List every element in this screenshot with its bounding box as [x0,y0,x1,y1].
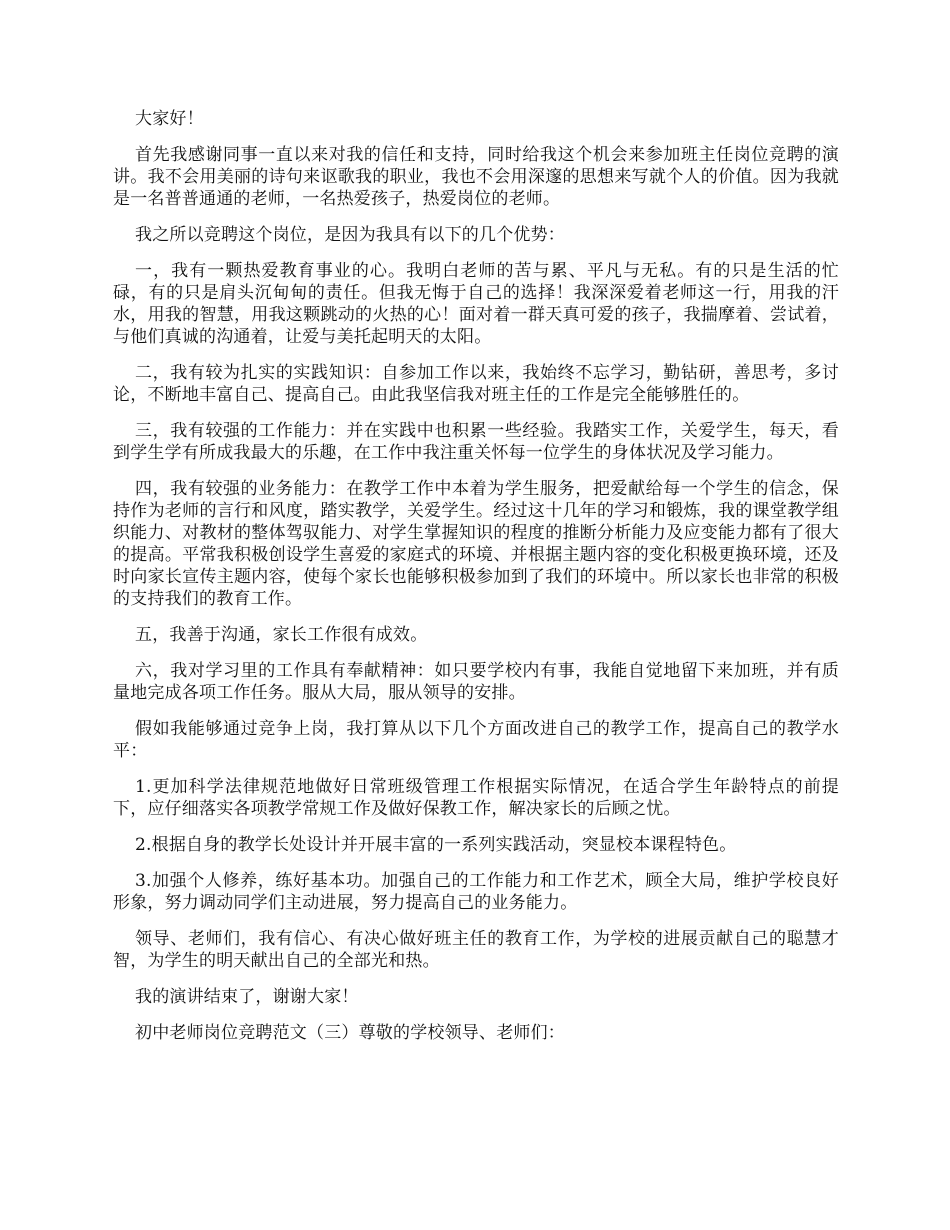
advantage-3-paragraph: 三，我有较强的工作能力：并在实践中也积累一些经验。我踏实工作，关爱学生，每天，看到学生学有所成我最大的乐趣，在工作中我注重关怀每一位学生的身体状况及学习能力。 [113,421,839,463]
advantage-5-paragraph: 五，我善于沟通，家长工作很有成效。 [135,625,428,645]
plan-item-3-paragraph: 3.加强个人修养，练好基本功。加强自己的工作能力和工作艺术，顾全大局，维护学校良好形象，努力调动同学们主动进展，努力提高自己的业务能力。 [113,871,839,913]
next-section-heading: 初中老师岗位竞聘范文（三）尊敬的学校领导、老师们： [135,1023,565,1043]
advantage-1-paragraph: 一，我有一颗热爱教育事业的心。我明白老师的苦与累、平凡与无私。有的只是生活的忙碌，有的只是肩头沉甸甸的责任。但我无悔于自己的选择！我深深爱着老师这一行，用我的汗水，用我的智慧，用我这颗跳动的火热的心！面对着一群天真可爱的孩子，我揣摩着、尝试着，与他们真诚的沟通着，让爱与美托起明天的太阳。 [113,261,839,347]
plan-item-1-paragraph: 1.更加科学法律规范地做好日常班级管理工作根据实际情况，在适合学生年龄特点的前提下，应仔细落实各项教学常规工作及做好保教工作，解决家长的后顾之忧。 [113,777,839,819]
greeting-paragraph: 大家好！ [135,109,204,129]
closing-paragraph: 领导、老师们，我有信心、有决心做好班主任的教育工作，为学校的进展贡献自己的聪慧才智，为学生的明天献出自己的全部光和热。 [113,929,839,971]
document-body [113,108,839,1058]
thanks-paragraph: 我的演讲结束了，谢谢大家！ [135,987,359,1007]
advantage-2-paragraph: 二，我有较为扎实的实践知识：自参加工作以来，我始终不忘学习，勤钻研，善思考，多讨论，不断地丰富自己、提高自己。由此我坚信我对班主任的工作是完全能够胜任的。 [113,363,839,405]
intro-paragraph: 首先我感谢同事一直以来对我的信任和支持，同时给我这个机会来参加班主任岗位竞聘的演讲。我不会用美丽的诗句来讴歌我的职业，我也不会用深邃的思想来写就个人的价值。因为我就是一名普普通通的老师，一名热爱孩子，热爱岗位的老师。 [113,145,839,209]
advantages-intro-paragraph: 我之所以竞聘这个岗位，是因为我具有以下的几个优势： [135,225,565,245]
plan-intro-paragraph: 假如我能够通过竞争上岗，我打算从以下几个方面改进自己的教学工作，提高自己的教学水平： [113,719,839,761]
plan-item-2-paragraph: 2.根据自身的教学长处设计并开展丰富的一系列实践活动，突显校本课程特色。 [135,835,737,855]
advantage-6-paragraph: 六，我对学习里的工作具有奉献精神：如只要学校内有事，我能自觉地留下来加班，并有质量地完成各项工作任务。服从大局，服从领导的安排。 [113,661,839,703]
advantage-4-paragraph: 四，我有较强的业务能力：在教学工作中本着为学生服务，把爱献给每一个学生的信念，保持作为老师的言行和风度，踏实教学，关爱学生。经过这十几年的学习和锻炼，我的课堂教学组织能力、对教材的整体驾驭能力、对学生掌握知识的程度的推断分析能力及应变能力都有了很大的提高。平常我积极创设学生喜爱的家庭式的环境、并根据主题内容的变化积极更换环境，还及时向家长宣传主题内容，使每个家长也能够积极参加到了我们的环境中。所以家长也非常的积极的支持我们的教育工作。 [113,479,839,609]
